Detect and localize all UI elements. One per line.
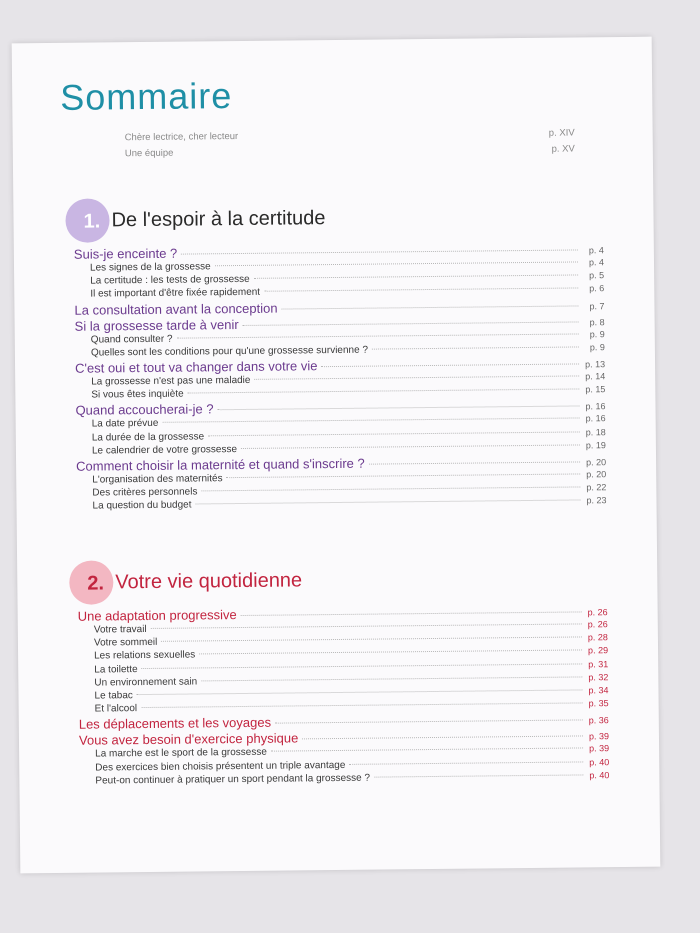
dot-leader bbox=[161, 637, 582, 642]
entry-page: p. 36 bbox=[588, 715, 609, 726]
entry-label: La toilette bbox=[94, 663, 138, 676]
entry-label: La grossesse n'est pas une maladie bbox=[91, 374, 251, 388]
entry-page: p. 31 bbox=[588, 658, 609, 669]
entry-label: Si vous êtes inquiète bbox=[91, 388, 184, 401]
section-header bbox=[73, 197, 603, 247]
page-title: Sommaire bbox=[60, 75, 233, 118]
intro-label: Une équipe bbox=[124, 147, 174, 160]
entry-label: Vous avez besoin d'exercice physique bbox=[78, 730, 299, 749]
entry-page: p. 6 bbox=[589, 283, 605, 294]
entry-page: p. 23 bbox=[586, 495, 607, 506]
entry-label: La certitude : les tests de grossesse bbox=[90, 274, 250, 287]
section-1 bbox=[73, 197, 606, 514]
dot-leader bbox=[176, 333, 578, 338]
entry-label: Si la grossesse tarde à venir bbox=[74, 316, 239, 334]
dot-leader bbox=[241, 611, 582, 616]
entry-page: p. 7 bbox=[589, 300, 605, 311]
entry-label: Des critères personnels bbox=[92, 486, 198, 499]
entry-page: p. 15 bbox=[585, 384, 606, 395]
dot-leader bbox=[264, 288, 578, 292]
dot-leader bbox=[243, 321, 579, 326]
entry-list bbox=[74, 241, 607, 514]
entry-page: p. 22 bbox=[586, 482, 607, 493]
dot-leader bbox=[151, 623, 582, 629]
dot-leader bbox=[181, 249, 578, 254]
dot-leader bbox=[302, 736, 583, 740]
entry-page: p. 9 bbox=[589, 341, 605, 353]
entry-label: La marche est le sport de la grossesse bbox=[95, 747, 267, 760]
entry-page: p. 40 bbox=[589, 756, 610, 767]
intro-page: p. XV bbox=[551, 143, 575, 155]
dot-leader bbox=[215, 261, 578, 266]
dot-leader bbox=[241, 444, 580, 449]
entry-label: Le tabac bbox=[94, 690, 133, 702]
entry-label: Quelles sont les conditions pour qu'une grossesse survienne ? bbox=[90, 344, 369, 359]
entry-label: La date prévue bbox=[91, 418, 159, 430]
dot-leader bbox=[271, 748, 583, 752]
dot-leader bbox=[201, 676, 582, 681]
dot-leader bbox=[199, 650, 582, 655]
entry-page: p. 28 bbox=[587, 632, 608, 643]
entry-label: Des exercices bien choisis présentent un triple avantage bbox=[95, 759, 346, 774]
dot-leader bbox=[349, 761, 583, 764]
entry-label: Une adaptation progressive bbox=[77, 607, 237, 624]
entry-page: p. 26 bbox=[587, 619, 608, 630]
intro-label: Chère lectrice, cher lecteur bbox=[124, 131, 239, 144]
dot-leader bbox=[201, 487, 580, 492]
intro-item bbox=[125, 143, 575, 164]
dot-leader bbox=[369, 461, 580, 464]
entry-label: Un environnement sain bbox=[94, 676, 198, 689]
section-number: 2. bbox=[87, 572, 105, 595]
dot-leader bbox=[227, 473, 581, 478]
dot-leader bbox=[188, 389, 580, 394]
entry-page: p. 34 bbox=[588, 685, 609, 696]
dot-leader bbox=[137, 689, 583, 695]
entry-label: La durée de la grossesse bbox=[91, 430, 205, 444]
entry-page: p. 4 bbox=[588, 245, 604, 256]
entry-page: p. 20 bbox=[586, 469, 607, 480]
entry-label: La question du budget bbox=[92, 499, 192, 512]
entry-label: Les déplacements et les voyages bbox=[78, 715, 272, 733]
entry-page: p. 13 bbox=[584, 359, 606, 370]
entry-page: p. 9 bbox=[589, 328, 605, 339]
entry-label: Et l'alcool bbox=[94, 703, 138, 715]
intro-list bbox=[125, 127, 575, 164]
dot-leader bbox=[275, 720, 583, 724]
dot-leader bbox=[321, 363, 579, 367]
entry-page: p. 20 bbox=[586, 457, 607, 468]
section-number: 1. bbox=[83, 210, 101, 233]
dot-leader bbox=[282, 305, 579, 309]
entry-page: p. 8 bbox=[589, 316, 605, 327]
entry-page: p. 39 bbox=[589, 743, 610, 754]
entry-page: p. 40 bbox=[589, 769, 610, 781]
dot-leader bbox=[142, 663, 583, 669]
dot-leader bbox=[208, 431, 580, 436]
section-2 bbox=[77, 559, 609, 788]
entry-page: p. 16 bbox=[585, 401, 606, 412]
entry-label: Les relations sexuelles bbox=[94, 649, 196, 662]
entry-label: Il est important d'être fixée rapidement bbox=[90, 287, 261, 300]
entry-page: p. 35 bbox=[588, 698, 609, 709]
entry-page: p. 18 bbox=[585, 426, 606, 437]
section-header bbox=[77, 559, 607, 609]
dot-leader bbox=[254, 375, 579, 379]
entry-page: p. 29 bbox=[587, 645, 609, 656]
entry-label: Comment choisir la maternité et quand s'inscrire ? bbox=[76, 455, 365, 474]
entry-label: Quand accoucherai-je ? bbox=[75, 401, 214, 419]
entry-page: p. 5 bbox=[589, 270, 605, 281]
dot-leader bbox=[218, 406, 580, 411]
entry-page: p. 4 bbox=[588, 257, 605, 268]
dot-leader bbox=[141, 703, 582, 709]
entry-label: Votre sommeil bbox=[93, 637, 158, 649]
entry-page: p. 14 bbox=[585, 371, 606, 382]
entry-label: L'organisation des maternités bbox=[92, 473, 223, 486]
entry-label: C'est oui et tout va changer dans votre vie bbox=[74, 358, 318, 376]
entry-page: p. 32 bbox=[588, 671, 609, 683]
dot-leader bbox=[162, 418, 579, 423]
entry-label: Le calendrier de votre grossesse bbox=[91, 443, 238, 457]
document-page bbox=[12, 37, 661, 874]
entry-label: Peut-on continuer à pratiquer un sport pendant la grossesse ? bbox=[95, 772, 371, 787]
entry-label: Les signes de la grossesse bbox=[89, 261, 211, 274]
entry-page: p. 16 bbox=[585, 413, 606, 424]
entry-page: p. 39 bbox=[588, 731, 610, 742]
entry-label: La consultation avant la conception bbox=[74, 300, 278, 318]
dot-leader bbox=[195, 500, 580, 505]
entry-label: Suis-je enceinte ? bbox=[73, 245, 178, 262]
entry-label: Votre travail bbox=[93, 623, 147, 636]
dot-leader bbox=[372, 346, 579, 349]
dot-leader bbox=[374, 774, 583, 777]
entry-label: Quand consulter ? bbox=[90, 333, 173, 346]
section-title: Votre vie quotidienne bbox=[115, 569, 303, 594]
intro-page: p. XIV bbox=[548, 127, 575, 139]
dot-leader bbox=[254, 275, 578, 279]
entry-list bbox=[78, 603, 610, 788]
entry-page: p. 19 bbox=[585, 439, 606, 451]
entry-page: p. 26 bbox=[587, 607, 608, 618]
section-title: De l'espoir à la certitude bbox=[111, 207, 326, 232]
